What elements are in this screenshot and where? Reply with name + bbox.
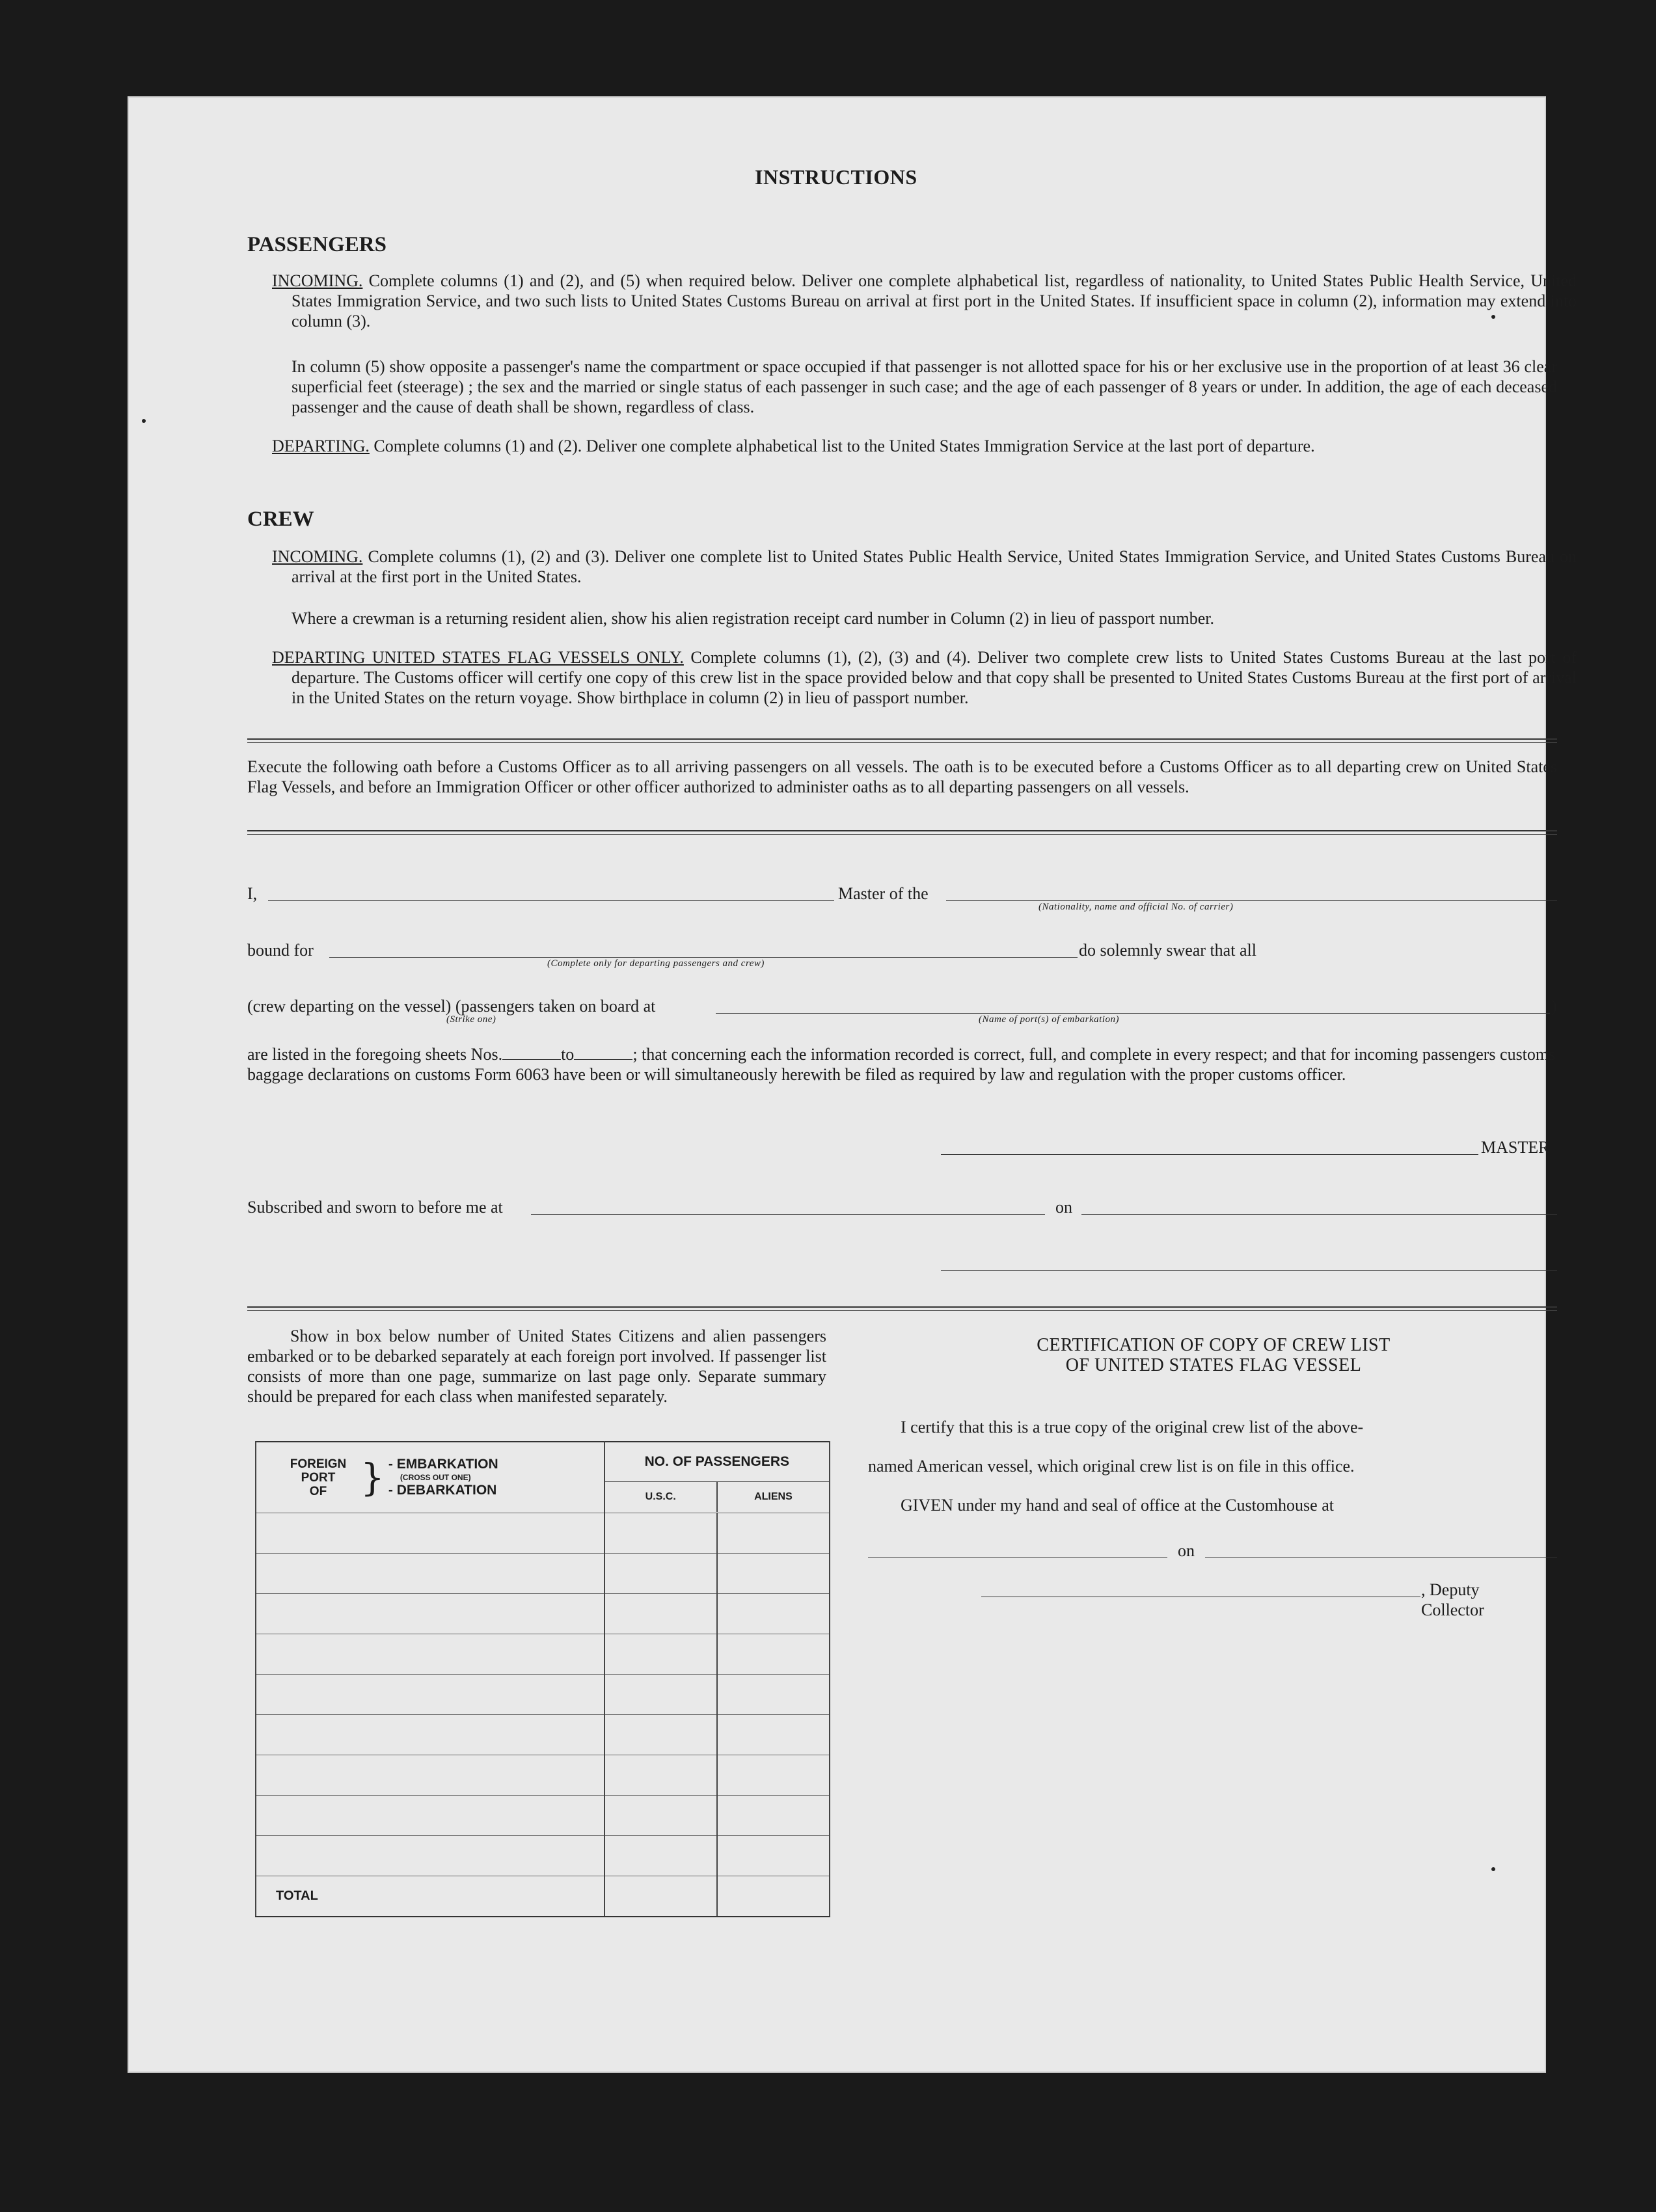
cross-out-label: (CROSS OUT ONE) (400, 1473, 471, 1482)
certify-line2: named American vessel, which original crew list is on file in this office. (868, 1457, 1355, 1476)
passenger-summary-table (255, 1441, 830, 1917)
usc-cell[interactable] (604, 1836, 717, 1876)
certification-date-field[interactable] (1205, 1542, 1557, 1558)
certification-title (869, 1335, 1558, 1375)
table-row (256, 1554, 830, 1594)
summary-instructions (247, 1326, 826, 1407)
port-cell[interactable] (256, 1715, 604, 1755)
subscribed-label: Subscribed and sworn to before me at (247, 1198, 503, 1217)
port-cell[interactable] (256, 1675, 604, 1715)
crew-incoming-paragraph (272, 546, 1577, 587)
subscribed-on-label: on (1055, 1198, 1072, 1217)
crew-heading: CREW (247, 507, 314, 531)
passengers-departing-text: Complete columns (1) and (2). Deliver one complete alphabetical list to the United States Immigration Service at the last port of departure. (373, 437, 1315, 455)
passengers-heading: PASSENGERS (247, 233, 387, 256)
usc-cell[interactable] (604, 1796, 717, 1836)
aliens-cell[interactable] (717, 1513, 830, 1554)
port-cell[interactable] (256, 1634, 604, 1675)
total-label-cell (256, 1876, 604, 1917)
usc-cell[interactable] (604, 1715, 717, 1755)
table-row (256, 1755, 830, 1796)
departing-caption: (Complete only for departing passengers and crew) (547, 958, 765, 969)
divider-rule (247, 834, 1557, 835)
deputy-collector-label: , Deputy Collector (1421, 1580, 1484, 1619)
crew-or-passengers-label: (crew departing on the vessel) (passengers taken on board at (247, 997, 656, 1016)
divider-rule (247, 742, 1557, 743)
certification-on-label: on (1178, 1541, 1195, 1560)
divider-rule (247, 1306, 1557, 1308)
master-name-field[interactable] (268, 885, 834, 901)
table-row (256, 1796, 830, 1836)
usc-cell[interactable] (604, 1513, 717, 1554)
form-sheet (128, 96, 1577, 2073)
oath-intro-paragraph (247, 757, 1557, 797)
aliens-cell[interactable] (717, 1796, 830, 1836)
oath-i-label: I, (247, 884, 258, 903)
table-row (256, 1675, 830, 1715)
divider-rule (247, 738, 1557, 740)
master-signature-field[interactable] (941, 1139, 1478, 1155)
crew-alien-text: Where a crewman is a returning resident alien, show his alien registration receipt card number in Column (2) in lieu of passport number. (292, 609, 1215, 628)
passengers-departing-paragraph (272, 436, 1577, 456)
bound-for-field[interactable] (329, 941, 1078, 958)
crew-incoming-label: INCOMING. (272, 547, 363, 566)
scan-speck (1491, 315, 1495, 319)
usc-cell[interactable] (604, 1554, 717, 1594)
aliens-cell[interactable] (717, 1715, 830, 1755)
certify-line1: I certify that this is a true copy of the original crew list of the above- (901, 1418, 1364, 1436)
close-paren: ) (1551, 997, 1557, 1016)
total-aliens-cell[interactable] (717, 1876, 830, 1917)
certification-title-line1: CERTIFICATION OF COPY OF CREW LIST (1037, 1335, 1391, 1355)
aliens-cell[interactable] (717, 1554, 830, 1594)
master-label: MASTER (1481, 1138, 1550, 1157)
sheet-to-field[interactable] (574, 1044, 632, 1060)
table-row (256, 1594, 830, 1634)
port-cell[interactable] (256, 1796, 604, 1836)
sheets-to: to (561, 1045, 575, 1064)
debarkation-label: - DEBARKATION (388, 1483, 497, 1498)
usc-cell[interactable] (604, 1594, 717, 1634)
table-row (256, 1513, 830, 1554)
usc-cell[interactable] (604, 1755, 717, 1796)
vessel-nationality-field[interactable] (946, 885, 1557, 901)
passengers-column5-text: In column (5) show opposite a passenger's name the compartment or space occupied if that passenger is not allotted space for his or her exclusive use in the proportion of at least 36 clear superficial feet (steerage) ; the sex and the married or single status of each passenger in such case; and the age of each passenger of 8 years or under. In addition, the age of each deceased passenger and the cause of death shall be shown, regardless of class. (292, 357, 1557, 416)
of-label: OF (309, 1484, 327, 1498)
divider-rule (247, 1310, 1557, 1311)
embarkation-label: - EMBARKATION (388, 1457, 498, 1472)
passengers-incoming-label: INCOMING. (272, 271, 363, 290)
aliens-cell[interactable] (717, 1594, 830, 1634)
sheets-paragraph (247, 1044, 1557, 1085)
aliens-cell[interactable] (717, 1836, 830, 1876)
port-cell[interactable] (256, 1594, 604, 1634)
sheet-from-field[interactable] (502, 1044, 561, 1060)
crew-incoming-text: Complete columns (1), (2) and (3). Deliver one complete list to United States Public Health Service, United States Immigration Service, and United States Customs Bureau on arrival at the first port in the United States. (292, 547, 1577, 586)
oath-intro-text: Execute the following oath before a Customs Officer as to all arriving passengers on all vessels. The oath is to be executed before a Customs Officer as to all departing crew on United States Flag Vessels, and before an Immigration Officer or other officer authorized to administer oaths as to all departing passengers on all vessels. (247, 757, 1557, 796)
aliens-cell[interactable] (717, 1634, 830, 1675)
strike-one-caption: (Strike one) (446, 1014, 496, 1025)
crew-departing-paragraph (272, 647, 1577, 708)
brace-glyph: } (360, 1455, 385, 1500)
crew-departing-label: DEPARTING UNITED STATES FLAG VESSELS ONLY. (272, 648, 684, 667)
passengers-count-header (604, 1442, 830, 1513)
port-cell[interactable] (256, 1836, 604, 1876)
table-row (256, 1715, 830, 1755)
port-cell[interactable] (256, 1554, 604, 1594)
crew-alien-paragraph (292, 608, 1557, 628)
nationality-caption: (Nationality, name and official No. of carrier) (1038, 902, 1234, 912)
aliens-label: ALIENS (754, 1491, 793, 1502)
subscribed-place-field[interactable] (531, 1198, 1045, 1215)
master-of-the-label: Master of the (838, 884, 929, 903)
summary-instructions-text: Show in box below number of United States Citizens and alien passengers embarked or to be debarked separately at each foreign port involved. If passenger list consists of more than one page, summarize on last page only. Separate summary should be prepared for each class when manifested separately. (247, 1327, 826, 1406)
instructions-title: INSTRUCTIONS (755, 165, 917, 189)
aliens-cell[interactable] (717, 1755, 830, 1796)
embarkation-port-field[interactable] (716, 997, 1550, 1014)
customhouse-field[interactable] (868, 1542, 1167, 1558)
sheets-rest: ; that concerning each the information recorded is correct, full, and complete in every respect; and that for incoming passengers customs baggage declarations on customs Form 6063 have been or will simultaneously herewith be filed as required by law and regulation with the proper customs officer. (247, 1045, 1556, 1084)
subscribed-date-field[interactable] (1081, 1198, 1557, 1215)
foreign-label: FOREIGN (290, 1457, 347, 1471)
total-usc-cell[interactable] (604, 1876, 717, 1917)
total-label: TOTAL (276, 1889, 318, 1903)
port-label: PORT (301, 1470, 336, 1485)
no-of-passengers-label: NO. OF PASSENGERS (605, 1442, 829, 1482)
scan-speck (142, 419, 146, 423)
summary-header-row (256, 1442, 830, 1513)
passengers-incoming-text: Complete columns (1) and (2), and (5) when required below. Deliver one complete alphabetical list, regardless of nationality, to United States Public Health Service, United States Immigration Service, and two such lists to United States Customs Bureau on arrival at first port in the United States. If insufficient space in column (2), information may extend into column (3). (292, 271, 1577, 330)
port-cell[interactable] (256, 1513, 604, 1554)
officer-signature-field[interactable] (941, 1254, 1557, 1271)
ports-caption: (Name of port(s) of embarkation) (979, 1014, 1119, 1025)
aliens-cell[interactable] (717, 1675, 830, 1715)
passengers-column5-paragraph (292, 357, 1557, 417)
certification-title-line2: OF UNITED STATES FLAG VESSEL (1065, 1355, 1362, 1375)
table-row (256, 1836, 830, 1876)
scan-speck (1491, 1867, 1495, 1871)
swear-text: do solemnly swear that all (1079, 941, 1256, 960)
given-text: GIVEN under my hand and seal of office at the Customhouse at (901, 1496, 1334, 1515)
sheets-prefix: are listed in the foregoing sheets Nos. (247, 1045, 503, 1064)
port-cell[interactable] (256, 1755, 604, 1796)
usc-label: U.S.C. (605, 1482, 718, 1512)
usc-cell[interactable] (604, 1675, 717, 1715)
crew-departing-text: Complete columns (1), (2), (3) and (4). Deliver two complete crew lists to United States Customs Bureau at the last port of departure. The Customs officer will certify one copy of this crew list in the space provided below and that copy shall be presented to United States Customs Bureau at the first port of arrival in the United States on the return voyage. Show birthplace in column (2) in lieu of passport number. (292, 648, 1577, 707)
foreign-port-header (256, 1442, 604, 1513)
usc-cell[interactable] (604, 1634, 717, 1675)
deputy-signature-field[interactable] (981, 1581, 1420, 1597)
bound-for-label: bound for (247, 941, 314, 960)
total-row (256, 1876, 830, 1917)
table-row (256, 1634, 830, 1675)
passengers-incoming-paragraph (272, 271, 1577, 331)
divider-rule (247, 830, 1557, 831)
passengers-departing-label: DEPARTING. (272, 437, 370, 455)
